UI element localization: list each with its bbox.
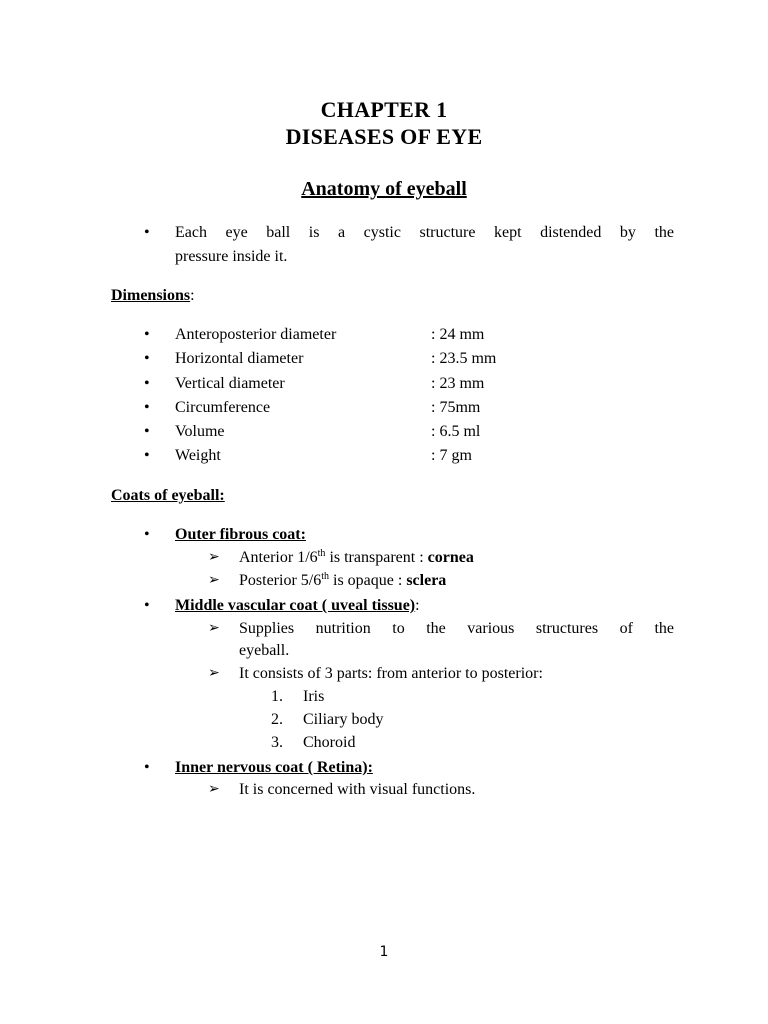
dimension-value: : 6.5 ml — [431, 423, 481, 440]
superscript: th — [317, 548, 326, 559]
arrow-bullet-icon: ➢ — [208, 621, 220, 636]
bullet-icon: • — [144, 423, 150, 440]
bullet-icon: • — [144, 447, 150, 464]
outer-coat-point-cornea — [239, 546, 474, 570]
middle-coat-title: Middle vascular coat ( uveal tissue) — [175, 597, 416, 614]
arrow-bullet-icon: ➢ — [208, 573, 220, 588]
dimension-value: : 23.5 mm — [431, 350, 497, 367]
part-name: Choroid — [303, 734, 356, 751]
cornea-text: is transparent : — [325, 549, 428, 566]
bullet-icon: • — [144, 375, 150, 392]
dimension-value: : 24 mm — [431, 326, 485, 343]
middle-coat-title-wrap — [175, 594, 420, 618]
dimension-label: Vertical diameter — [175, 375, 285, 392]
dimensions-colon: : — [190, 287, 195, 304]
part-name: Ciliary body — [303, 711, 384, 728]
cornea-term: cornea — [427, 549, 474, 566]
middle-coat-colon: : — [415, 597, 420, 614]
bullet-icon: • — [144, 399, 150, 416]
bullet-icon: • — [144, 224, 150, 241]
dimension-value: : 75mm — [431, 399, 481, 416]
middle-coat-point-line2: eyeball. — [239, 642, 290, 659]
dimension-label: Volume — [175, 423, 225, 440]
sclera-text: is opaque : — [329, 572, 407, 589]
middle-coat-point-line1: Supplies nutrition to the various structures of the — [239, 620, 674, 637]
bullet-icon: • — [144, 597, 150, 614]
sclera-fraction: Posterior 5/6 — [239, 572, 322, 589]
bullet-icon: • — [144, 326, 150, 343]
bullet-icon: • — [144, 759, 150, 776]
dimension-value: : 7 gm — [431, 447, 472, 464]
list-number: 1. — [271, 688, 283, 705]
sclera-term: sclera — [406, 572, 447, 589]
dimension-value: : 23 mm — [431, 375, 485, 392]
outer-coat-point-sclera — [239, 569, 446, 593]
dimension-label: Circumference — [175, 399, 271, 416]
coats-heading: Coats of eyeball: — [111, 487, 225, 504]
inner-coat-title: Inner nervous coat ( Retina): — [175, 759, 373, 776]
page-number: 1 — [379, 944, 389, 960]
part-name: Iris — [303, 688, 325, 705]
dimension-label: Weight — [175, 447, 221, 464]
arrow-bullet-icon: ➢ — [208, 782, 220, 797]
dimensions-heading: Dimensions — [111, 287, 191, 304]
section-title-wrap — [0, 176, 768, 203]
list-number: 2. — [271, 711, 283, 728]
arrow-bullet-icon: ➢ — [208, 550, 220, 565]
intro-text-line2: pressure inside it. — [175, 248, 288, 265]
dimension-label: Horizontal diameter — [175, 350, 304, 367]
cornea-fraction: Anterior 1/6 — [239, 549, 318, 566]
superscript: th — [321, 571, 329, 582]
chapter-number: CHAPTER 1 — [320, 97, 448, 122]
arrow-bullet-icon: ➢ — [208, 666, 220, 681]
bullet-icon: • — [144, 350, 150, 367]
bullet-icon: • — [144, 526, 150, 543]
inner-coat-point: It is concerned with visual functions. — [239, 781, 476, 798]
dimension-label: Anteroposterior diameter — [175, 326, 337, 343]
chapter-title: DISEASES OF EYE — [285, 124, 483, 149]
dimensions-heading-wrap — [111, 284, 195, 308]
list-number: 3. — [271, 734, 283, 751]
outer-coat-title: Outer fibrous coat: — [175, 526, 306, 543]
section-title: Anatomy of eyeball — [301, 178, 467, 200]
middle-coat-parts-intro: It consists of 3 parts: from anterior to posterior: — [239, 665, 543, 682]
intro-text-line1: Each eye ball is a cystic structure kept distended by the — [175, 224, 674, 241]
